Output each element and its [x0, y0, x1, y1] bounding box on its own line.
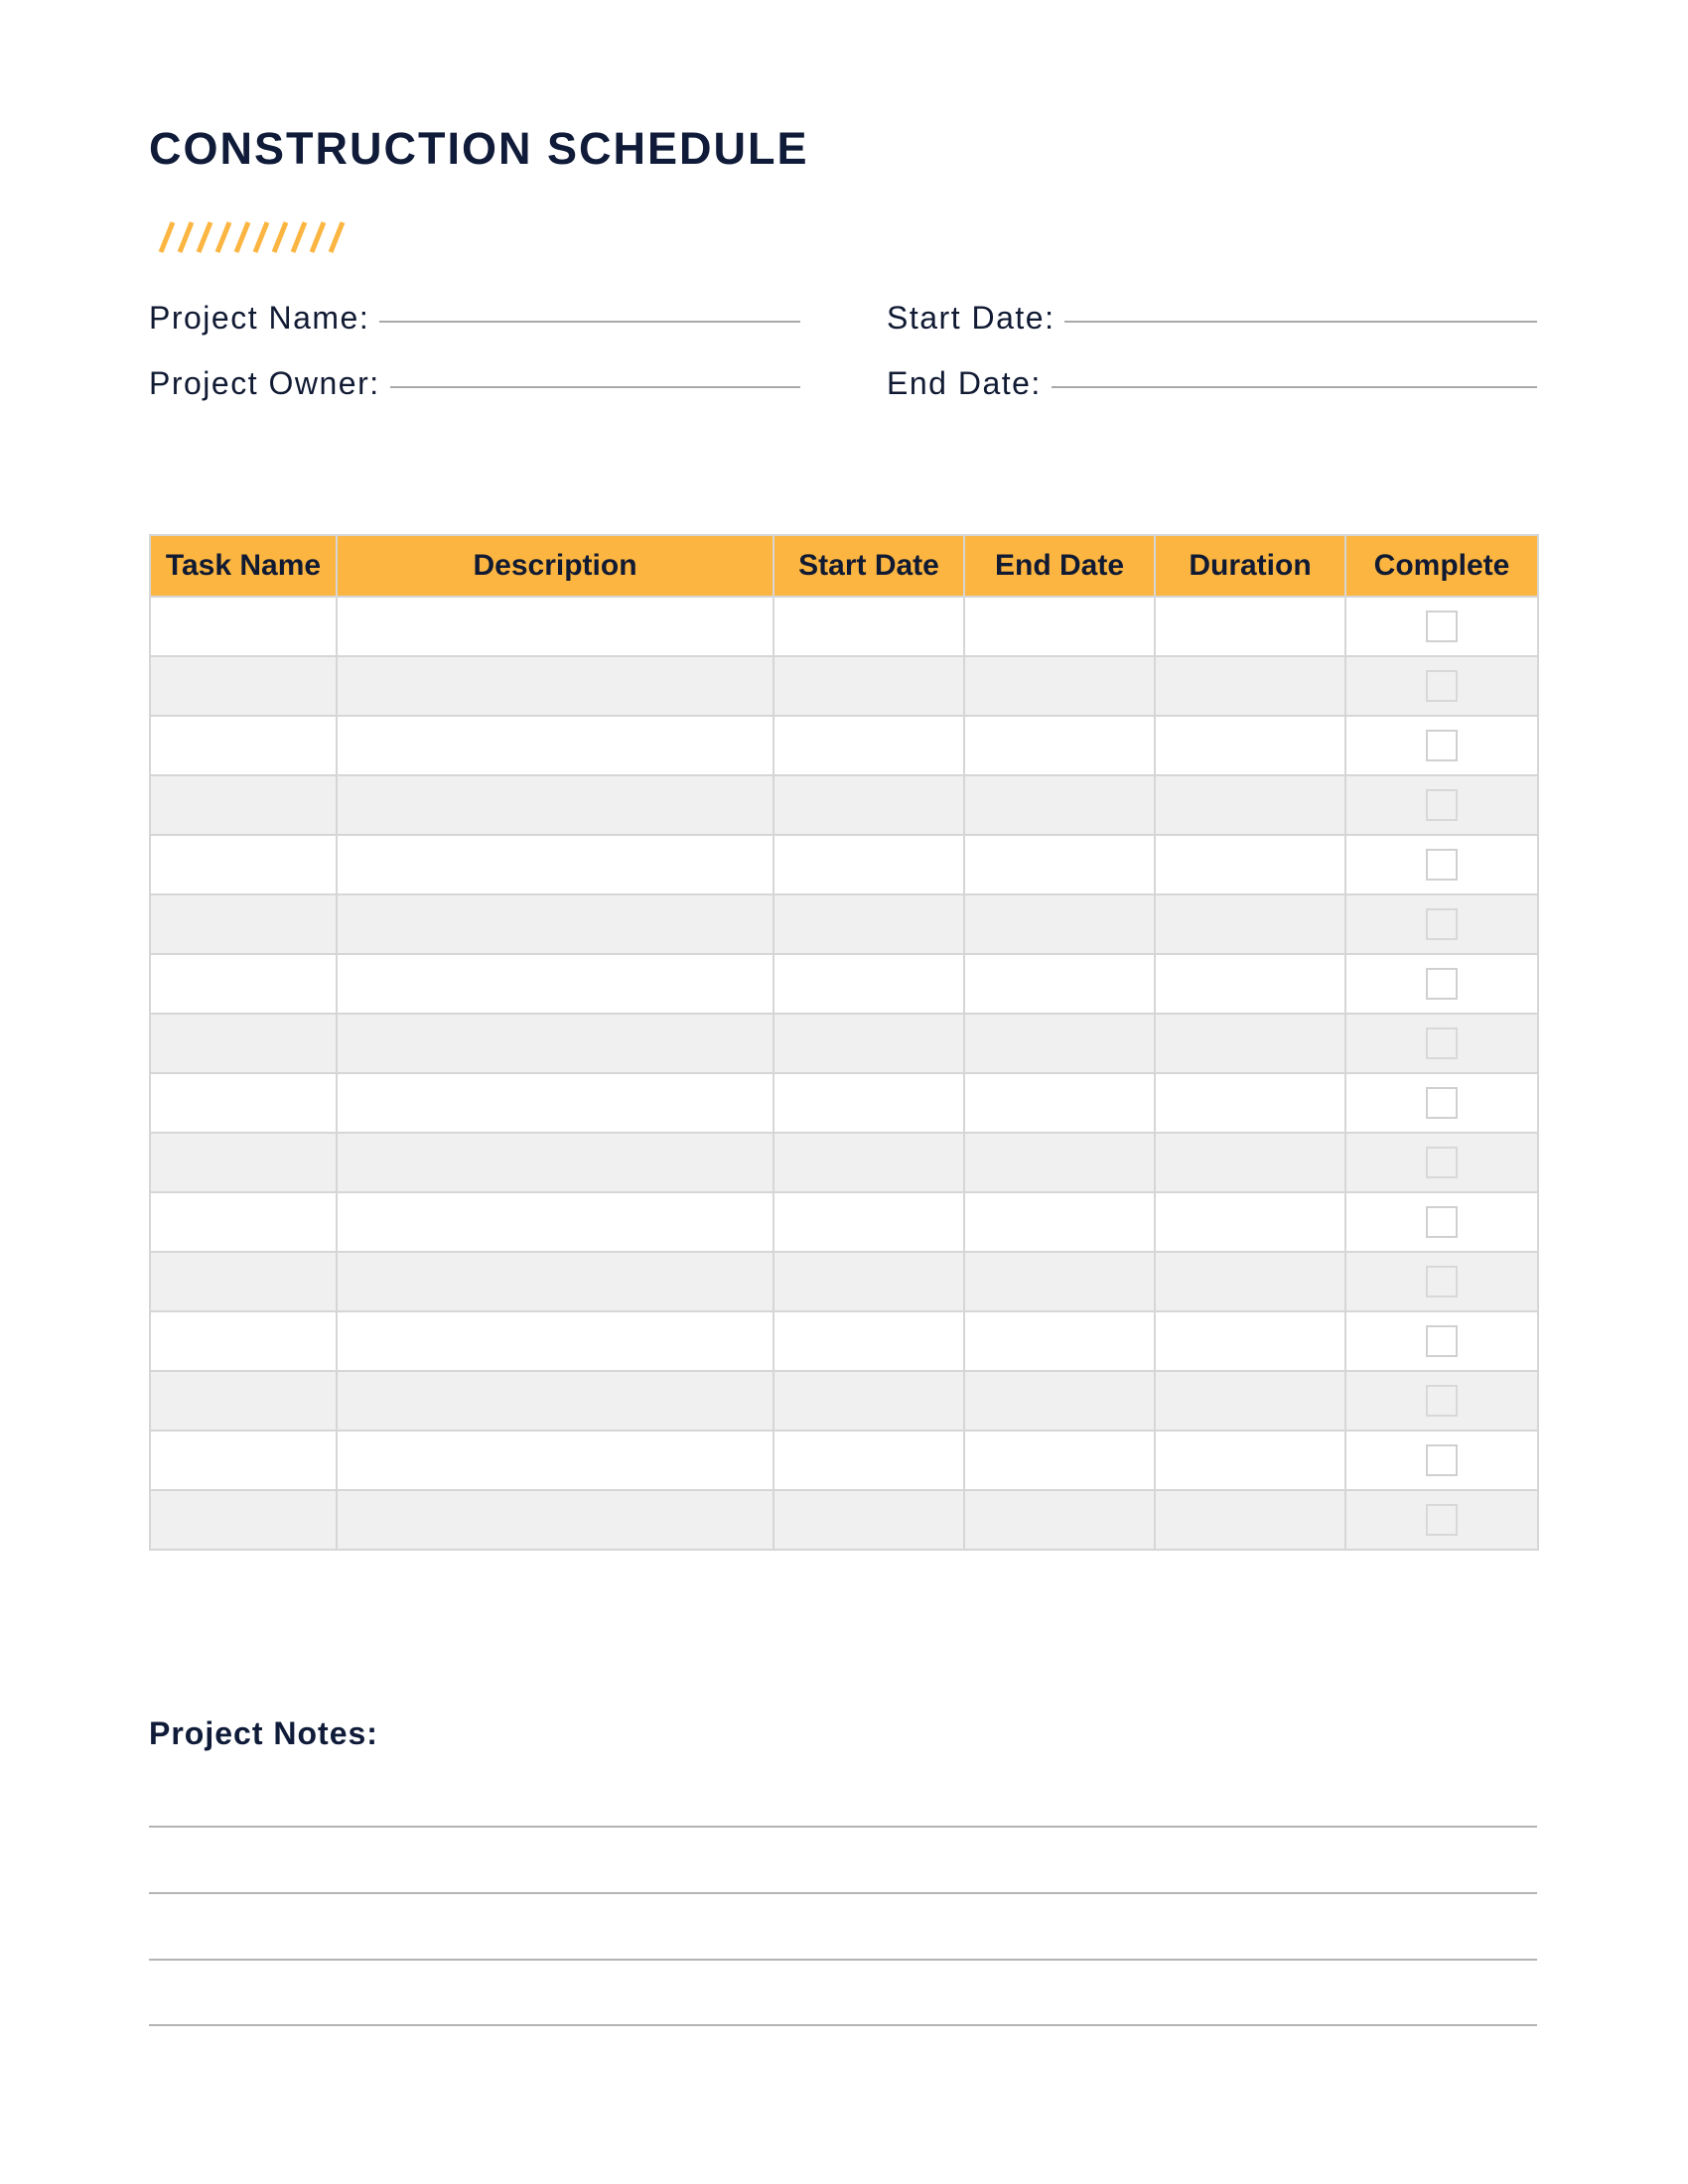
end-date-cell[interactable] [964, 954, 1155, 1014]
notes-line[interactable] [149, 1892, 1537, 1894]
start-date-cell[interactable] [774, 1133, 964, 1192]
complete-checkbox[interactable] [1426, 908, 1458, 940]
complete-cell [1345, 894, 1538, 954]
project-owner-input-line[interactable] [390, 386, 800, 388]
header-end-date: End Date [964, 535, 1155, 597]
table-row [150, 1252, 1538, 1311]
complete-checkbox[interactable] [1426, 611, 1458, 642]
start-date-cell[interactable] [774, 835, 964, 894]
end-date-cell[interactable] [964, 716, 1155, 775]
end-date-cell[interactable] [964, 656, 1155, 716]
duration-cell[interactable] [1155, 656, 1345, 716]
duration-cell[interactable] [1155, 1073, 1345, 1133]
complete-cell [1345, 1014, 1538, 1073]
header-task-name: Task Name [150, 535, 337, 597]
page-title: CONSTRUCTION SCHEDULE [149, 123, 809, 174]
table-row [150, 1371, 1538, 1431]
end-date-cell[interactable] [964, 1014, 1155, 1073]
complete-cell [1345, 835, 1538, 894]
start-date-cell[interactable] [774, 1014, 964, 1073]
description-cell[interactable] [337, 894, 774, 954]
end-date-cell[interactable] [964, 1311, 1155, 1371]
task-name-cell[interactable] [150, 954, 337, 1014]
project-owner-field [149, 365, 800, 402]
task-name-cell[interactable] [150, 1311, 337, 1371]
duration-cell[interactable] [1155, 1133, 1345, 1192]
table-row [150, 1192, 1538, 1252]
complete-checkbox[interactable] [1426, 1206, 1458, 1238]
end-date-field [887, 365, 1537, 402]
task-name-cell[interactable] [150, 1490, 337, 1550]
description-cell[interactable] [337, 1073, 774, 1133]
complete-checkbox[interactable] [1426, 1385, 1458, 1417]
end-date-cell[interactable] [964, 1431, 1155, 1490]
table-row [150, 597, 1538, 656]
table-row [150, 954, 1538, 1014]
complete-checkbox[interactable] [1426, 1325, 1458, 1357]
start-date-cell[interactable] [774, 775, 964, 835]
start-date-field [887, 300, 1537, 337]
start-date-cell[interactable] [774, 1311, 964, 1371]
description-cell[interactable] [337, 1431, 774, 1490]
complete-checkbox[interactable] [1426, 968, 1458, 1000]
project-owner-label: Project Owner: [149, 365, 380, 401]
complete-cell [1345, 1431, 1538, 1490]
complete-cell [1345, 954, 1538, 1014]
complete-cell [1345, 775, 1538, 835]
duration-cell[interactable] [1155, 1311, 1345, 1371]
start-date-cell[interactable] [774, 1490, 964, 1550]
end-date-cell[interactable] [964, 597, 1155, 656]
duration-cell[interactable] [1155, 1252, 1345, 1311]
duration-cell[interactable] [1155, 954, 1345, 1014]
start-date-cell[interactable] [774, 1371, 964, 1431]
description-cell[interactable] [337, 1192, 774, 1252]
table-header-row [150, 535, 1538, 597]
start-date-cell[interactable] [774, 1192, 964, 1252]
end-date-cell[interactable] [964, 1490, 1155, 1550]
complete-checkbox[interactable] [1426, 1444, 1458, 1476]
task-name-cell[interactable] [150, 597, 337, 656]
task-name-cell[interactable] [150, 1073, 337, 1133]
end-date-label: End Date: [887, 365, 1042, 401]
table-row [150, 1311, 1538, 1371]
description-cell[interactable] [337, 1014, 774, 1073]
complete-checkbox[interactable] [1426, 1266, 1458, 1297]
header-complete: Complete [1345, 535, 1538, 597]
table-row [150, 1490, 1538, 1550]
description-cell[interactable] [337, 954, 774, 1014]
duration-cell[interactable] [1155, 1192, 1345, 1252]
description-cell[interactable] [337, 716, 774, 775]
task-name-cell[interactable] [150, 1252, 337, 1311]
task-name-cell[interactable] [150, 716, 337, 775]
table-row [150, 656, 1538, 716]
notes-line[interactable] [149, 1959, 1537, 1961]
duration-cell[interactable] [1155, 597, 1345, 656]
complete-checkbox[interactable] [1426, 1087, 1458, 1119]
description-cell[interactable] [337, 1371, 774, 1431]
complete-cell [1345, 1371, 1538, 1431]
table-row [150, 1014, 1538, 1073]
end-date-cell[interactable] [964, 1192, 1155, 1252]
table-row [150, 1431, 1538, 1490]
description-cell[interactable] [337, 775, 774, 835]
complete-cell [1345, 1252, 1538, 1311]
header-duration: Duration [1155, 535, 1345, 597]
table-row [150, 1073, 1538, 1133]
duration-cell[interactable] [1155, 716, 1345, 775]
complete-cell [1345, 656, 1538, 716]
table-row [150, 894, 1538, 954]
project-name-input-line[interactable] [379, 321, 800, 323]
end-date-input-line[interactable] [1052, 386, 1537, 388]
duration-cell[interactable] [1155, 835, 1345, 894]
task-name-cell[interactable] [150, 1133, 337, 1192]
end-date-cell[interactable] [964, 1371, 1155, 1431]
complete-cell [1345, 1073, 1538, 1133]
notes-line[interactable] [149, 1826, 1537, 1828]
end-date-cell[interactable] [964, 775, 1155, 835]
description-cell[interactable] [337, 597, 774, 656]
header-start-date: Start Date [774, 535, 964, 597]
table-row [150, 835, 1538, 894]
start-date-cell[interactable] [774, 597, 964, 656]
complete-checkbox[interactable] [1426, 1147, 1458, 1178]
end-date-cell[interactable] [964, 894, 1155, 954]
complete-cell [1345, 1133, 1538, 1192]
complete-cell [1345, 597, 1538, 656]
start-date-cell[interactable] [774, 1431, 964, 1490]
complete-checkbox[interactable] [1426, 670, 1458, 702]
schedule-table [149, 534, 1539, 1551]
task-name-cell[interactable] [150, 1371, 337, 1431]
table-row [150, 775, 1538, 835]
project-name-label: Project Name: [149, 300, 370, 336]
schedule-table-body [150, 597, 1538, 1550]
start-date-label: Start Date: [887, 300, 1055, 336]
start-date-cell[interactable] [774, 716, 964, 775]
duration-cell[interactable] [1155, 1490, 1345, 1550]
start-date-input-line[interactable] [1064, 321, 1537, 323]
complete-cell [1345, 1311, 1538, 1371]
start-date-cell[interactable] [774, 656, 964, 716]
description-cell[interactable] [337, 1311, 774, 1371]
complete-cell [1345, 1192, 1538, 1252]
complete-checkbox[interactable] [1426, 1027, 1458, 1059]
task-name-cell[interactable] [150, 894, 337, 954]
task-name-cell[interactable] [150, 1192, 337, 1252]
duration-cell[interactable] [1155, 1431, 1345, 1490]
complete-checkbox[interactable] [1426, 789, 1458, 821]
complete-checkbox[interactable] [1426, 849, 1458, 881]
header-description: Description [337, 535, 774, 597]
end-date-cell[interactable] [964, 1073, 1155, 1133]
start-date-cell[interactable] [774, 894, 964, 954]
duration-cell[interactable] [1155, 1014, 1345, 1073]
description-cell[interactable] [337, 656, 774, 716]
task-name-cell[interactable] [150, 775, 337, 835]
task-name-cell[interactable] [150, 1431, 337, 1490]
complete-cell [1345, 1490, 1538, 1550]
duration-cell[interactable] [1155, 1371, 1345, 1431]
description-cell[interactable] [337, 1133, 774, 1192]
task-name-cell[interactable] [150, 656, 337, 716]
table-row [150, 1133, 1538, 1192]
description-cell[interactable] [337, 1490, 774, 1550]
hazard-stripes-icon [149, 220, 357, 254]
end-date-cell[interactable] [964, 1252, 1155, 1311]
notes-line[interactable] [149, 2024, 1537, 2026]
start-date-cell[interactable] [774, 1073, 964, 1133]
complete-cell [1345, 716, 1538, 775]
start-date-cell[interactable] [774, 1252, 964, 1311]
duration-cell[interactable] [1155, 894, 1345, 954]
project-name-field [149, 300, 800, 337]
task-name-cell[interactable] [150, 835, 337, 894]
start-date-cell[interactable] [774, 954, 964, 1014]
task-name-cell[interactable] [150, 1014, 337, 1073]
description-cell[interactable] [337, 835, 774, 894]
end-date-cell[interactable] [964, 835, 1155, 894]
table-row [150, 716, 1538, 775]
end-date-cell[interactable] [964, 1133, 1155, 1192]
description-cell[interactable] [337, 1252, 774, 1311]
duration-cell[interactable] [1155, 775, 1345, 835]
project-notes-label: Project Notes: [149, 1715, 378, 1751]
complete-checkbox[interactable] [1426, 1504, 1458, 1536]
complete-checkbox[interactable] [1426, 730, 1458, 761]
